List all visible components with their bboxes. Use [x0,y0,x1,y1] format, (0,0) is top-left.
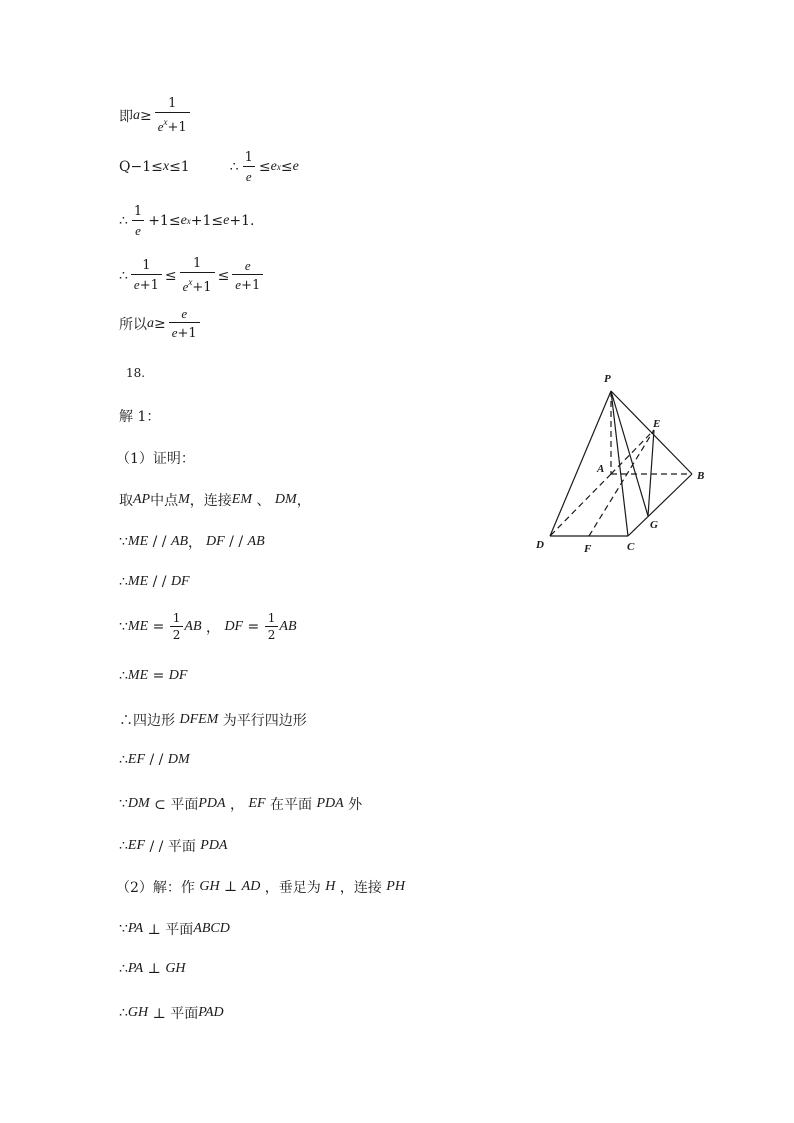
numerator: 1 [168,96,177,111]
denominator [155,112,190,135]
fraction: $\frac{1}{2}$ [265,612,279,642]
fraction [131,204,145,238]
fraction [232,258,263,293]
math-relation: ≥ [154,315,166,332]
solution-heading: 解 1： [119,409,161,425]
numerator: 1 [192,256,202,271]
fraction: $\frac{1}{2}$ [170,612,184,642]
math-relation: ≤ [280,159,293,175]
label-A: A [597,463,605,475]
math-text: +1 [192,280,212,295]
edge-AD [550,474,611,536]
proof-line-2: ∵ ME / / AB ， DF / / AB [119,534,265,551]
part-2-line-4: ∴ GH ⊥ 平面 PAD [119,1005,224,1022]
proof-line-1: 取 AP 中点 M ，连接 EM 、 DM ， [119,492,311,509]
math-text: +1≤ [190,213,224,229]
denominator: e [243,166,255,184]
text-prefix: 即 [119,108,133,125]
segment-EG [648,430,654,516]
math-var: e [133,277,140,292]
proof-line-4: ∵ ME = $\frac{1}{2}$ AB ， DF = $\frac{1}{2}$ AB [119,611,297,642]
math-symbol: Q [119,159,131,175]
math-relation: ≤ [217,267,230,284]
part-2-line-1: （2）解：作 GH ⊥ AD ，垂足为 H ，连接 PH [116,879,405,896]
math-relation: ≤ [164,267,177,284]
fraction [131,258,162,293]
math-var: e [157,119,164,134]
exponent: x [188,277,193,287]
label-P: P [604,373,611,385]
math-relation: ≥ [140,107,152,124]
exponent: x [163,117,168,127]
denominator: e [132,220,144,238]
therefore-symbol: ∴ [229,159,239,175]
fraction [180,256,215,295]
math-var: e [235,277,242,292]
part-2-line-3: ∴ PA ⊥ GH [119,961,186,977]
therefore-symbol: ∴ [119,213,128,229]
label-F: F [584,543,592,555]
label-C: C [627,541,635,553]
math-text: +1 [139,278,159,293]
denominator [232,274,263,293]
math-var: e [180,213,187,228]
denominator [169,322,200,341]
math-relation: ≤ [258,159,271,175]
part-2-line-2: ∵ PA ⊥ 平面 ABCD [119,921,230,938]
label-B: B [697,470,705,482]
part-1-heading: （1）证明： [116,451,195,467]
math-text: +1. [229,213,255,229]
solution-line-1 [119,96,193,135]
exponent: x [186,216,191,226]
math-var: e [182,279,189,294]
label-G: G [650,519,658,531]
fraction [242,150,256,184]
solution-line-3 [119,204,254,238]
fraction [169,306,200,341]
math-text: +1≤ [148,213,181,229]
proof-line-5: ∴ ME = DF [119,668,188,684]
math-var: e [292,159,299,174]
edge-PC [611,391,628,536]
math-text: ≤1 [169,159,190,175]
numerator: 1 [244,150,253,165]
fraction [155,96,190,135]
math-var: x [162,159,170,174]
label-D: D [536,539,544,551]
edge-CB [628,474,692,536]
solution-line-2 [119,150,299,184]
math-var: e [171,325,178,340]
therefore-symbol: ∴ [119,267,128,284]
denominator [131,274,162,293]
pyramid-figure [530,368,720,563]
proof-line-7: ∴ EF / / DM [119,752,190,768]
math-var: a [133,107,140,123]
numerator: e [244,258,251,273]
math-text: +1 [177,326,197,341]
solution-line-5 [119,306,203,341]
label-E: E [653,418,661,430]
proof-line-8: ∵ DM ⊂ 平面 PDA ， EF 在平面 PDA 外 [119,796,363,813]
text-prefix: 所以 [119,316,147,333]
math-text: +1 [167,120,187,135]
solution-line-4 [119,256,266,295]
proof-line-9: ∴ EF / / 平面 PDA [119,838,228,855]
math-text: −1≤ [130,159,163,175]
proof-line-6: ∴四边形 DFEM 为平行四边形 [119,712,307,729]
numerator: 1 [133,204,143,219]
math-var: e [223,213,230,228]
math-var: a [147,315,154,331]
math-text: +1 [241,278,261,293]
problem-number: 18. [126,366,146,380]
numerator: 1 [142,258,151,273]
math-var: e [270,159,277,174]
proof-line-3: ∴ ME / / DF [119,574,190,590]
numerator: e [181,306,188,321]
denominator [180,272,215,295]
exponent: x [276,162,281,172]
segment-AE [611,430,654,474]
